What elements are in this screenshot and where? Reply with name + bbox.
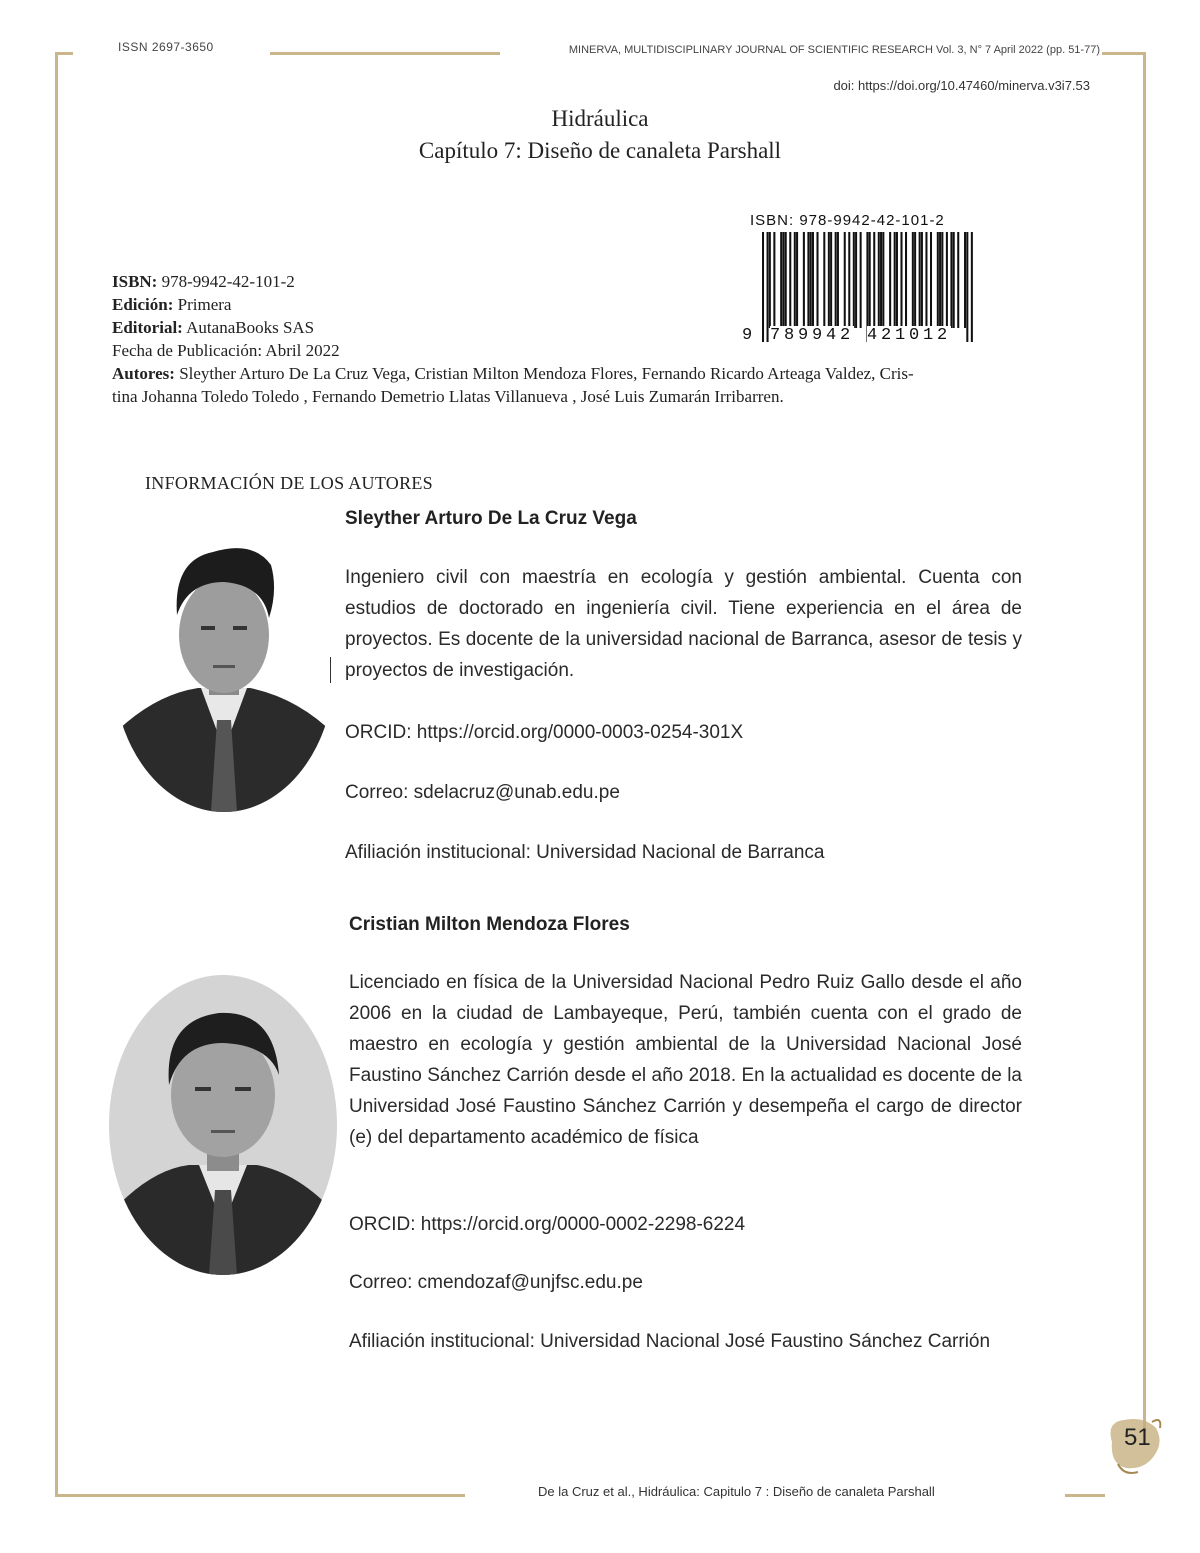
frame-top-right — [270, 52, 500, 55]
header-journal: MINERVA, MULTIDISCIPLINARY JOURNAL OF SCIENTIFIC RESEARCH Vol. 3, N° 7 April 2022 (pp. 51-77) — [568, 44, 1100, 56]
page-number: 51 — [1124, 1424, 1151, 1451]
chapter-title-line1: Hidráulica — [551, 106, 649, 131]
meta-autores — [112, 362, 1092, 385]
chapter-title-line2: Capítulo 7: Diseño de canaleta Parshall — [418, 138, 782, 163]
meta-editorial — [112, 316, 1092, 339]
author-bio-1: Ingeniero civil con maestría en ecología y gestión ambiental. Cuenta con estudios de doctorado en ingeniería civil. Tiene experiencia en el área de proyectos. Es docente de la universidad nacional de Barranca, asesor de tesis y proyectos de investigación. — [345, 567, 1022, 681]
meta-isbn — [112, 270, 1092, 293]
meta-autores-line1: Sleyther Arturo De La Cruz Vega, Cristian Milton Mendoza Flores, Fernando Ricardo Arteaga Valdez, Cris- — [179, 364, 914, 383]
frame-top-far-right — [1102, 52, 1146, 55]
author-affiliation-2: Afiliación institucional: Universidad Nacional José Faustino Sánchez Carrión — [349, 1331, 991, 1352]
header-issn: ISSN 2697-3650 — [118, 40, 214, 54]
section-title: INFORMACIÓN DE LOS AUTORES — [145, 473, 433, 493]
author-name-2: Cristian Milton Mendoza Flores — [349, 914, 630, 935]
meta-isbn-label: ISBN: — [112, 272, 158, 291]
author-name-1: Sleyther Arturo De La Cruz Vega — [345, 508, 637, 529]
frame-bottom-left — [55, 1494, 465, 1497]
page-ornament — [1104, 1412, 1164, 1478]
portrait-2-drawing — [109, 975, 337, 1275]
barcode-digits-mid: 789942 — [770, 326, 855, 345]
meta-fecha: Fecha de Publicación: Abril 2022 — [112, 341, 340, 360]
footer-citation: De la Cruz et al., Hidráulica: Capitulo 7 : Diseño de canaleta Parshall — [538, 1484, 935, 1499]
author-orcid-2[interactable]: ORCID: https://orcid.org/0000-0002-2298-6224 — [349, 1214, 746, 1235]
author-orcid-1[interactable]: ORCID: https://orcid.org/0000-0003-0254-301X — [345, 722, 744, 743]
author-email-1[interactable]: Correo: sdelacruz@unab.edu.pe — [345, 782, 620, 803]
meta-autores-line2: tina Johanna Toledo Toledo , Fernando Demetrio Llatas Villanueva , José Luis Zumarán Irribarren. — [112, 387, 784, 406]
portrait-1-drawing — [113, 520, 335, 812]
meta-edicion-label: Edición: — [112, 295, 174, 314]
meta-autores-label: Autores: — [112, 364, 175, 383]
frame-left — [55, 52, 58, 1497]
book-meta — [112, 270, 1092, 408]
barcode-digit-first: 9 — [742, 326, 753, 345]
doi-link[interactable]: doi: https://doi.org/10.47460/minerva.v3i7.53 — [833, 78, 1090, 93]
author-email-2[interactable]: Correo: cmendozaf@unjfsc.edu.pe — [349, 1272, 643, 1293]
author-photo-1 — [113, 520, 335, 812]
frame-right — [1143, 52, 1146, 1432]
meta-edicion — [112, 293, 1092, 316]
barcode-label: ISBN: 978-9942-42-101-2 — [750, 212, 945, 229]
barcode-digits-last: 421012 — [867, 326, 952, 345]
text-cursor — [330, 657, 331, 683]
author-photo-2 — [109, 975, 337, 1275]
author-affiliation-1: Afiliación institucional: Universidad Nacional de Barranca — [345, 842, 825, 863]
frame-bottom-right — [1065, 1494, 1105, 1497]
meta-isbn-value: 978-9942-42-101-2 — [161, 272, 295, 291]
meta-edicion-value: Primera — [177, 295, 232, 314]
author-bio-2: Licenciado en física de la Universidad Nacional Pedro Ruiz Gallo desde el año 2006 en la ciudad de Lambayeque, Perú, también cuenta con el grado de maestro en ecología y gestión ambiental de la Universidad Nacional José Faustino Sánchez Carrión desde el año 2018. En la actualidad es docente de la Universidad José Faustino Sánchez Carrión y desempeña el cargo de director (e) del departamento académico de física — [349, 972, 1022, 1148]
meta-editorial-label: Editorial: — [112, 318, 183, 337]
meta-editorial-value: AutanaBooks SAS — [186, 318, 315, 337]
